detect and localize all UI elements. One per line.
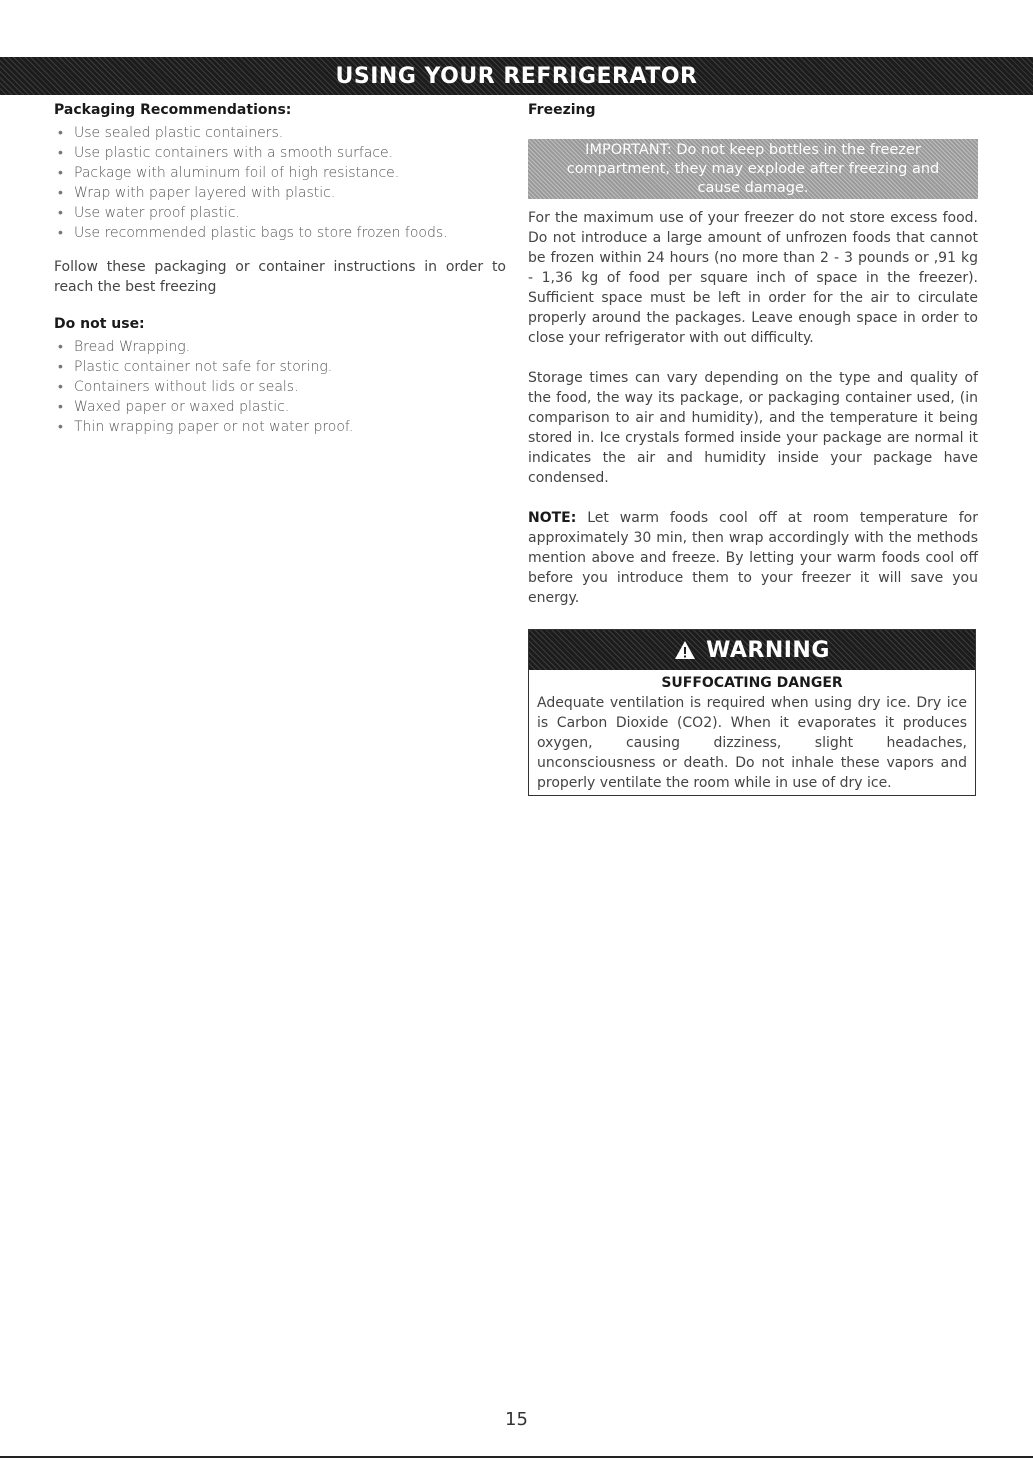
important-notice bbox=[528, 139, 978, 199]
note-text: Let warm foods cool off at room temperature for approximately 30 min, then wrap accordingly with the methods mention above and freeze. By letting your warm foods cool off before you introduce them to your freezer it will save you energy. bbox=[528, 510, 978, 606]
list-item: • Bread Wrapping. bbox=[54, 337, 506, 357]
important-text: IMPORTANT: Do not keep bottles in the freezer compartment, they may explode after freezing and cause damage. bbox=[566, 141, 940, 196]
do-not-use-list bbox=[54, 337, 506, 437]
list-item: • Containers without lids or seals. bbox=[54, 377, 506, 397]
warning-text: Adequate ventilation is required when using dry ice. Dry ice is Carbon Dioxide (CO2). When it evaporates it produces oxygen, causing dizziness, slight headaches, unconsciousness or death. Do not inhale these vapors and properly ventilate the room while in use of dry ice. bbox=[537, 695, 967, 791]
list-item: • Use sealed plastic containers. bbox=[54, 123, 506, 143]
packaging-heading: Packaging Recommendations: bbox=[54, 102, 292, 118]
page-number: 15 bbox=[505, 1409, 528, 1430]
warning-triangle-icon bbox=[674, 640, 696, 660]
freezing-paragraph-2: Storage times can vary depending on the type and quality of the food, the way its package, or packaging container used, (in comparison to air and humidity), and the temperature it being stored in. Ice crystals formed inside your package are normal it indicates the air and humidity inside your package have condensed. bbox=[528, 370, 978, 486]
list-item: • Use plastic containers with a smooth surface. bbox=[54, 143, 506, 163]
list-item: • Package with aluminum foil of high resistance. bbox=[54, 163, 506, 183]
list-item: • Thin wrapping paper or not water proof. bbox=[54, 417, 506, 437]
list-item: • Waxed paper or waxed plastic. bbox=[54, 397, 506, 417]
warning-header bbox=[529, 630, 975, 670]
suffocating-danger-heading: SUFFOCATING DANGER bbox=[661, 675, 843, 691]
warning-body bbox=[529, 670, 975, 795]
follow-instructions-text: Follow these packaging or container instructions in order to reach the best freezing bbox=[54, 259, 506, 295]
freezing-heading: Freezing bbox=[528, 102, 596, 118]
warning-box bbox=[528, 629, 976, 796]
warning-title: WARNING bbox=[706, 637, 830, 663]
do-not-use-heading: Do not use: bbox=[54, 316, 145, 332]
note-paragraph bbox=[528, 508, 978, 608]
banner-title: USING YOUR REFRIGERATOR bbox=[335, 63, 698, 89]
list-item: • Use recommended plastic bags to store frozen foods. bbox=[54, 223, 506, 243]
left-column bbox=[54, 101, 506, 437]
list-item: • Wrap with paper layered with plastic. bbox=[54, 183, 506, 203]
section-banner bbox=[0, 57, 1033, 95]
list-item: • Use water proof plastic. bbox=[54, 203, 506, 223]
note-label: NOTE: bbox=[528, 510, 577, 526]
freezing-paragraph-1: For the maximum use of your freezer do not store excess food. Do not introduce a large amount of unfrozen foods that cannot be frozen within 24 hours (no more than 2 - 3 pounds or ,91 kg - 1,36 kg of food per square inch of space in the freezer). Sufficient space must be left in order for the air to circulate properly around the packages. Leave enough space in order to close your refrigerator with out difficulty. bbox=[528, 210, 978, 346]
list-item: • Plastic container not safe for storing. bbox=[54, 357, 506, 377]
packaging-list bbox=[54, 123, 506, 243]
right-column bbox=[528, 101, 978, 796]
